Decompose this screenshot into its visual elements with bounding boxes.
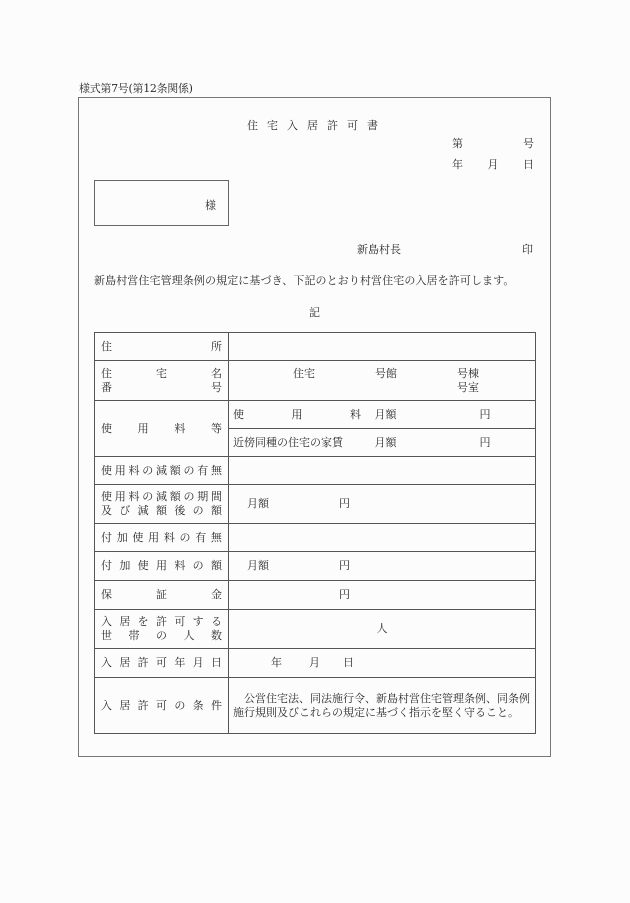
label-text: 番: [101, 380, 112, 394]
label-housing-name: [95, 361, 229, 401]
label-text: 料: [174, 421, 186, 435]
addressee-box[interactable]: [94, 180, 229, 226]
document-title: 住宅入居許可書: [247, 119, 387, 132]
date-day: 日: [523, 158, 534, 171]
table-row-deposit: [95, 581, 536, 610]
extra-fee-exists-field[interactable]: [229, 524, 536, 552]
table-row-housing-name: [95, 361, 536, 401]
label-household: [95, 610, 229, 649]
permit-date-field[interactable]: [229, 649, 536, 678]
form-number-caption: 様式第7号(第12条関係): [79, 82, 193, 95]
address-field[interactable]: [229, 333, 536, 361]
document-number-line: [452, 135, 534, 151]
label-permit-date: [95, 649, 229, 678]
label-text: 用: [291, 407, 303, 421]
label-text: 使: [101, 421, 112, 435]
label-text: 人: [376, 622, 388, 635]
label-text: 住: [101, 366, 112, 380]
label-usage-fee: [95, 401, 229, 457]
label-text-permit-date: 入 居 許 可 年 月 日: [101, 656, 222, 669]
label-text-house-2: 世 帯 の 人 数: [101, 629, 222, 642]
label-reduction-period: [95, 485, 229, 524]
addressee-honorific: 様: [205, 199, 216, 212]
seal-mark: 印: [522, 243, 533, 256]
ki-heading: 記: [309, 306, 320, 319]
deposit-field[interactable]: [229, 581, 536, 610]
conditions-text: 公営住宅法、同法施行令、新島村営住宅管理条例、同条例施行規則及びこれらの規定に基づく指示を堅く守ること。: [229, 678, 536, 734]
label-text: 月額: [247, 559, 269, 572]
label-text: 所: [211, 339, 222, 353]
label-text: 住宅: [293, 366, 315, 380]
label-text: 月: [309, 656, 320, 669]
label-usage-fee-sub: [229, 401, 369, 429]
label-text: 号棟: [457, 366, 479, 380]
label-text: 名: [211, 366, 222, 380]
label-text: 等: [210, 421, 222, 435]
label-address: [95, 333, 229, 361]
label-extra-fee-exists: [95, 524, 229, 552]
household-field[interactable]: [229, 610, 536, 649]
table-row-extra-fee-exists: [95, 524, 536, 552]
label-text: 円: [479, 435, 491, 449]
housing-name-field[interactable]: [229, 361, 536, 401]
table-row-reduction-period: [95, 485, 536, 524]
label-text: 円: [479, 407, 491, 421]
label-text: 円: [339, 559, 350, 572]
table-row-extra-fee-amount: [95, 552, 536, 581]
label-text: 年: [271, 656, 282, 669]
number-suffix: 号: [523, 137, 534, 150]
label-text-conditions: 入 居 許 可 の 条 件: [101, 698, 222, 712]
table-row-household: [95, 610, 536, 649]
label-text: 円: [339, 497, 350, 510]
label-text: 住: [101, 339, 112, 353]
label-text: 宅: [156, 366, 167, 380]
label-text: 料: [350, 407, 361, 421]
label-deposit: [95, 581, 229, 610]
label-text: 月額: [374, 407, 397, 421]
label-text-red-period-2: 及 び 減 額 後 の 額: [101, 504, 222, 517]
date-year: 年: [452, 158, 463, 171]
label-text: 号: [211, 380, 222, 394]
issue-date-line: [452, 156, 534, 172]
label-text: 円: [339, 588, 350, 601]
extra-fee-amount-field[interactable]: [229, 552, 536, 581]
table-row-usage-fee: [95, 401, 536, 429]
reduction-period-field[interactable]: [229, 485, 536, 524]
label-reduction-exists: [95, 457, 229, 485]
usage-fee-field[interactable]: [369, 401, 536, 429]
label-text: 月額: [374, 435, 397, 449]
label-text: 日: [343, 656, 354, 669]
label-text-red-period-1: 使 用 料 の 減 額 の 期 間: [101, 490, 222, 503]
table-row-address: [95, 333, 536, 361]
label-text-red-exists: 使 用 料 の 減 額 の 有 無: [101, 463, 222, 477]
label-text: 用: [137, 421, 149, 435]
label-text: 号館: [375, 366, 397, 380]
issuer-name: 新島村長: [357, 243, 401, 256]
permit-details-table: [94, 332, 536, 734]
number-prefix: 第: [452, 137, 463, 150]
label-text: 月額: [247, 497, 269, 510]
label-text-deposit: 保 証 金: [101, 588, 222, 601]
label-conditions: [95, 678, 229, 734]
table-row-reduction-exists: [95, 457, 536, 485]
label-text-extra-exists: 付 加 使 用 料 の 有 無: [101, 530, 222, 544]
label-text: 号室: [457, 380, 479, 394]
nearby-rent-field[interactable]: [369, 429, 536, 457]
table-row-permit-date: [95, 649, 536, 678]
label-text-extra-amount: 付 加 使 用 料 の 額: [101, 559, 222, 572]
reduction-exists-field[interactable]: [229, 457, 536, 485]
label-extra-fee-amount: [95, 552, 229, 581]
label-text: 使: [233, 407, 244, 421]
label-text-house-1: 入 居 を 許 可 す る: [101, 615, 222, 628]
date-month: 月: [487, 158, 499, 171]
permit-statement: 新島村営住宅管理条例の規定に基づき、下記のとおり村営住宅の入居を許可します。: [94, 274, 515, 287]
table-row-conditions: [95, 678, 536, 734]
label-nearby-rent: 近傍同種の住宅の家賃: [229, 429, 369, 457]
